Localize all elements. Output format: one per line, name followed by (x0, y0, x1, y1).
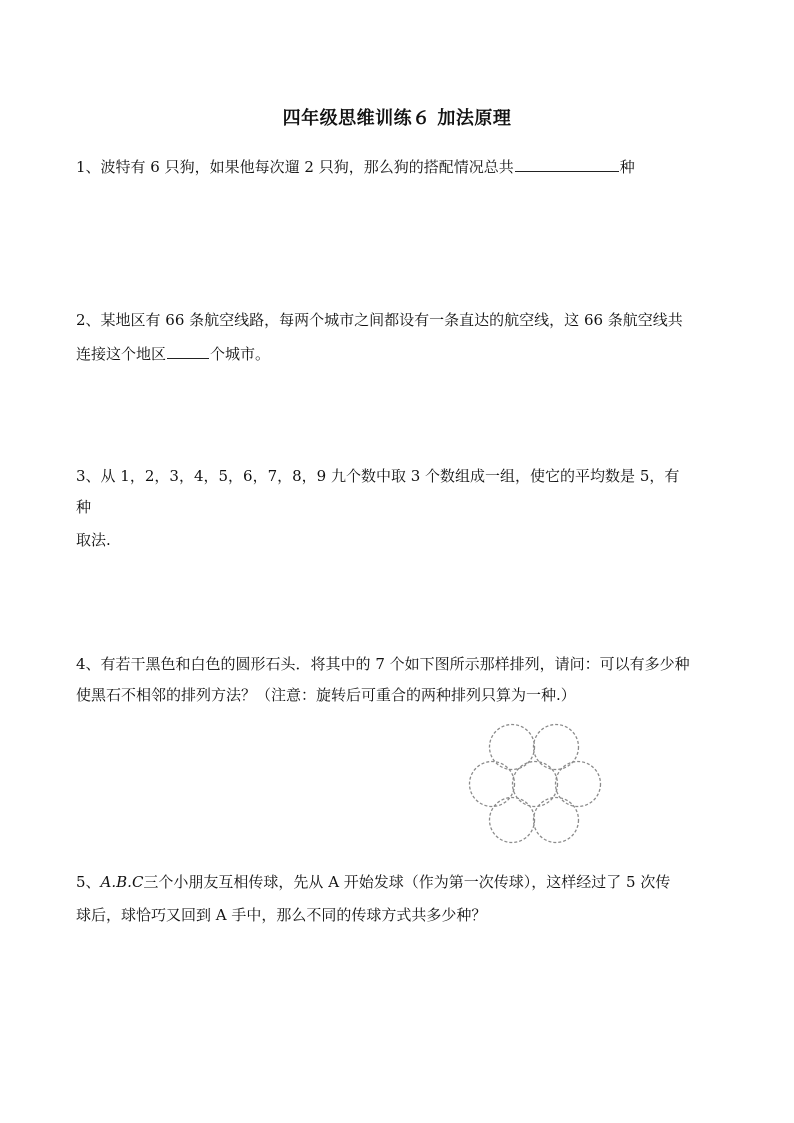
question-4-line-2: 使黑石不相邻的排列方法？（注意：旋转后可重合的两种排列只算为一种.） (76, 686, 576, 704)
question-1-unit: 种 (619, 158, 635, 176)
circle-middle-right (556, 762, 601, 807)
question-1-text: 1、波特有 6 只狗，如果他每次遛 2 只狗，那么狗的搭配情况总共 (76, 158, 514, 176)
question-2-line-2 (76, 343, 270, 364)
question-3-line-3: 取法. (76, 531, 111, 549)
question-3-line-1: 3、从 1，2，3，4，5，6，7，8，9 九个数中取 3 个数组成一组，使它的平均数是 5，有 (76, 467, 680, 485)
question-2-text: 连接这个地区 (76, 345, 167, 363)
circle-bottom-left (490, 798, 535, 843)
question-2-blank (167, 343, 209, 359)
question-5-names: A.B.C (100, 873, 144, 891)
question-3-line-2: 种 (76, 498, 92, 516)
question-5-line-2: 球后，球恰巧又回到 A 手中，那么不同的传球方式共多少种？ (76, 906, 487, 924)
circle-bottom-right (534, 798, 579, 843)
question-1 (76, 156, 635, 177)
question-1-blank (515, 156, 619, 172)
seven-circles-figure (465, 718, 605, 844)
question-5-text: 三个小朋友互相传球，先从 A 开始发球（作为第一次传球），这样经过了 5 次传 (143, 873, 671, 891)
circle-center (513, 762, 558, 807)
question-4-line-1: 4、有若干黑色和白色的圆形石头．将其中的 7 个如下图所示那样排列，请问：可以有多少种 (76, 655, 690, 673)
circle-middle-left (470, 762, 515, 807)
question-2-line-1: 2、某地区有 66 条航空线路，每两个城市之间都设有一条直达的航空线，这 66 条航空线共 (76, 311, 683, 329)
question-5-prefix: 5、 (76, 873, 101, 891)
question-5-line-1 (76, 872, 670, 892)
question-2-unit: 个城市。 (210, 345, 271, 363)
worksheet-title: 四年级思维训练６ 加法原理 (282, 108, 512, 129)
